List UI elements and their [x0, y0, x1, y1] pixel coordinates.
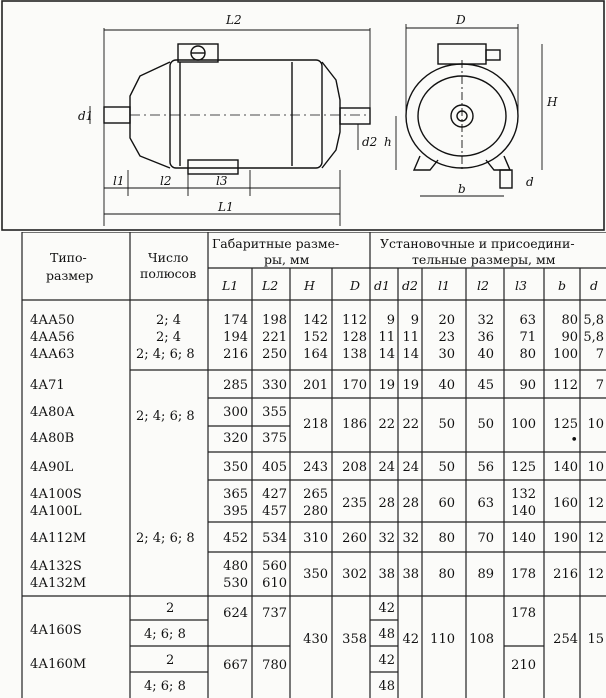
- cell-l1-4A71: 40: [438, 378, 455, 393]
- cell-l2-4A160: 108: [469, 632, 494, 647]
- cell-L2-4A160M: 780: [262, 658, 287, 673]
- label-d: d: [526, 175, 534, 189]
- cell-l3-4A90L: 125: [511, 460, 536, 475]
- cell-L2-4А100L: 457: [262, 504, 287, 519]
- cell-D-4АА56: 128: [342, 330, 367, 345]
- cell-d1-4A80: 22: [378, 417, 395, 432]
- cell-D-4A132: 302: [342, 567, 367, 582]
- cell-d2-4АА50: 9: [410, 313, 419, 328]
- header-overall-2: ры, мм: [264, 252, 310, 267]
- cell-L2-4А132S: 560: [262, 559, 287, 574]
- cell-D-4АА63: 138: [342, 347, 367, 362]
- poles-4A160S-b: 4; 6; 8: [144, 627, 186, 642]
- cell-d1-4A160-3: 48: [378, 679, 395, 694]
- cell-l1-4A112M: 80: [438, 531, 455, 546]
- cell-D-4A80: 186: [342, 417, 367, 432]
- cell-d2-4A112M: 32: [402, 531, 419, 546]
- cell-b-4A160: 254: [553, 632, 578, 647]
- cell-d-4A71: 7: [595, 378, 604, 393]
- cell-d-4A112M: 12: [587, 531, 604, 546]
- poles-4AA56: 2; 4: [156, 330, 182, 345]
- cell-d2-4A160: 42: [402, 632, 419, 647]
- cell-d2-4АА63: 14: [402, 347, 419, 362]
- label-D: D: [456, 13, 466, 27]
- type-4A112M: 4А112М: [30, 531, 87, 546]
- cell-b-4A132: 216: [553, 567, 578, 582]
- type-4A80B: 4А80В: [30, 431, 75, 446]
- cell-L2-4АА56: 221: [262, 330, 287, 345]
- cell-d-4АА56: 5,8: [583, 330, 604, 345]
- type-4A160S: 4А160S: [30, 623, 82, 638]
- cell-L1-4A112M: 452: [223, 531, 248, 546]
- sub-l2: l2: [477, 278, 489, 293]
- type-names: [30, 313, 86, 672]
- cell-b-4A71: 112: [553, 378, 578, 393]
- cell-D-4A90L: 208: [342, 460, 367, 475]
- cell-D-4АА50: 112: [342, 313, 367, 328]
- cell-l2-4A80: 50: [477, 417, 494, 432]
- cell-l3-4A160S: 178: [511, 606, 536, 621]
- cell-l3-4A112M: 140: [511, 531, 536, 546]
- cell-L1-4А100L: 395: [223, 504, 248, 519]
- cell-l1-4A132: 80: [438, 567, 455, 582]
- cell-L1-4A71: 285: [223, 378, 248, 393]
- cell-L2-4A80B: 375: [262, 431, 287, 446]
- cell-L1-4A160S: 624: [223, 606, 248, 621]
- cell-L2-4A90L: 405: [262, 460, 287, 475]
- cell-d2-4A71: 19: [402, 378, 419, 393]
- cell-D-4A160: 358: [342, 632, 367, 647]
- cell-l3-4A71: 90: [519, 378, 536, 393]
- sub-H: H: [304, 278, 315, 293]
- sub-d1: d1: [374, 278, 390, 293]
- cell-L1-4А132М: 530: [223, 576, 248, 591]
- cell-b-4A100: 160: [553, 496, 578, 511]
- header-poles-1: Число: [148, 250, 189, 265]
- cell-b-4A80: 125: [553, 417, 578, 432]
- cell-l2-4A112M: 70: [477, 531, 494, 546]
- type-4AA50: 4АА50: [30, 313, 75, 328]
- label-d2: d2: [362, 135, 378, 149]
- type-4AA63: 4АА63: [30, 347, 75, 362]
- cell-l2-4АА50: 32: [477, 313, 494, 328]
- cell-l2-4A132: 89: [477, 567, 494, 582]
- label-b: b: [458, 182, 466, 196]
- type-4A160M: 4А160М: [30, 657, 87, 672]
- cell-b-4АА56: 90: [561, 330, 578, 345]
- cell-H-4А100L: 280: [303, 504, 328, 519]
- cell-l3-4А100L: 140: [511, 504, 536, 519]
- cell-d-4A160: 15: [587, 632, 604, 647]
- cell-D-4A112M: 260: [342, 531, 367, 546]
- cell-d1-4A132: 38: [378, 567, 395, 582]
- cell-L2-4А100S: 427: [262, 487, 287, 502]
- side-dimension-lines: [90, 28, 370, 226]
- type-4A80A: 4А80А: [30, 405, 75, 420]
- cell-l3-4АА50: 63: [519, 313, 536, 328]
- cell-l1-4АА56: 23: [438, 330, 455, 345]
- cell-H-4A112M: 310: [303, 531, 328, 546]
- cell-H-4A160: 430: [303, 632, 328, 647]
- cell-d1-4A90L: 24: [378, 460, 395, 475]
- cell-d1-4A71: 19: [378, 378, 395, 393]
- cell-L1-4А132S: 480: [223, 559, 248, 574]
- cell-H-4A132: 350: [303, 567, 328, 582]
- type-4A132S: 4А132S: [30, 559, 82, 574]
- poles-4A71-90L: 2; 4; 6; 8: [136, 409, 195, 424]
- cell-H-4A90L: 243: [303, 460, 328, 475]
- sub-L2: L2: [262, 278, 279, 293]
- cell-L2-4А132М: 610: [262, 576, 287, 591]
- motor-drawing: [0, 0, 606, 232]
- cell-H-4A71: 201: [303, 378, 328, 393]
- cell-b-4АА63: 100: [553, 347, 578, 362]
- cell-l1-4A90L: 50: [438, 460, 455, 475]
- cell-d2-4A90L: 24: [402, 460, 419, 475]
- sub-D: D: [350, 278, 361, 293]
- label-L1: L1: [218, 200, 234, 214]
- type-4A132M: 4А132М: [30, 576, 87, 591]
- cell-d1-4АА56: 11: [378, 330, 395, 345]
- poles-4AA63: 2; 4; 6; 8: [136, 347, 195, 362]
- cell-L1-4А100S: 365: [223, 487, 248, 502]
- cell-d1-4A160-1: 48: [378, 627, 395, 642]
- cell-b-4A112M: 190: [553, 531, 578, 546]
- cell-d2-4A80: 22: [402, 417, 419, 432]
- sub-L1: L1: [222, 278, 239, 293]
- type-4A90L: 4А90L: [30, 460, 74, 475]
- cell-d1-4A112M: 32: [378, 531, 395, 546]
- poles-4A160M-a: 2: [166, 653, 175, 668]
- cell-l1-4A100: 60: [438, 496, 455, 511]
- cell-L2-4АА50: 198: [262, 313, 287, 328]
- cell-l3-4АА56: 71: [519, 330, 536, 345]
- cell-H-4А100S: 265: [303, 487, 328, 502]
- cell-L2-4A160S: 737: [262, 606, 287, 621]
- cell-L1-4АА56: 194: [223, 330, 248, 345]
- cell-L1-4АА63: 216: [223, 347, 248, 362]
- cell-d-4АА50: 5,8: [583, 313, 604, 328]
- cell-H-4АА56: 152: [303, 330, 328, 345]
- cell-l1-4A160: 110: [430, 632, 455, 647]
- cell-L2-4A80A: 355: [262, 405, 287, 420]
- header-type-2: размер: [46, 268, 94, 283]
- sub-l3: l3: [515, 278, 527, 293]
- cell-L1-4АА50: 174: [223, 313, 248, 328]
- cell-l3-4A132: 178: [511, 567, 536, 582]
- sub-b: b: [558, 278, 567, 293]
- cell-D-4A71: 170: [342, 378, 367, 393]
- type-4AA56: 4АА56: [30, 330, 75, 345]
- cell-H-4АА50: 142: [303, 313, 328, 328]
- cell-d1-4A160-0: 42: [378, 601, 395, 616]
- cell-d-4A100: 12: [587, 496, 604, 511]
- cell-L2-4A71: 330: [262, 378, 287, 393]
- cell-l1-4АА63: 30: [438, 347, 455, 362]
- cell-d2-4A132: 38: [402, 567, 419, 582]
- cell-b-4A90L: 140: [553, 460, 578, 475]
- cell-d1-4A100: 28: [378, 496, 395, 511]
- type-4A100L: 4А100L: [30, 504, 82, 519]
- label-d1: d1: [78, 109, 94, 123]
- label-l1: l1: [113, 174, 125, 188]
- cell-L1-4A80A: 300: [223, 405, 248, 420]
- cell-H-4A80: 218: [303, 417, 328, 432]
- label-l2: l2: [160, 174, 172, 188]
- cell-l2-4A100: 63: [477, 496, 494, 511]
- cell-d-4A90L: 10: [587, 460, 604, 475]
- header-poles-2: полюсов: [140, 266, 197, 281]
- cell-H-4АА63: 164: [303, 347, 328, 362]
- header-type-1: Типо-: [50, 250, 87, 265]
- cell-l2-4АА56: 36: [477, 330, 494, 345]
- cell-l3-4A160M: 210: [511, 658, 536, 673]
- sub-d: d: [590, 278, 599, 293]
- cell-L1-4A80B: 320: [223, 431, 248, 446]
- cell-l1-4АА50: 20: [438, 313, 455, 328]
- cell-l1-4A80: 50: [438, 417, 455, 432]
- label-H: H: [547, 95, 558, 109]
- poles-4AA50: 2; 4: [156, 313, 182, 328]
- cell-L1-4A160M: 667: [223, 658, 248, 673]
- dimensions-table: [0, 232, 606, 698]
- cell-L1-4A90L: 350: [223, 460, 248, 475]
- sub-d2: d2: [402, 278, 418, 293]
- type-4A100S: 4А100S: [30, 487, 82, 502]
- cell-D-4A100: 235: [342, 496, 367, 511]
- type-4A71: 4А71: [30, 378, 65, 393]
- label-h: h: [384, 135, 392, 149]
- cell-l2-4A71: 45: [477, 378, 494, 393]
- cell-d1-4A160-2: 42: [378, 653, 395, 668]
- cell-d1-4АА63: 14: [378, 347, 395, 362]
- poles-4A100-132: 2; 4; 6; 8: [136, 531, 195, 546]
- poles-4A160S-a: 2: [166, 601, 175, 616]
- cell-d2-4АА56: 11: [402, 330, 419, 345]
- cell-l2-4АА63: 40: [477, 347, 494, 362]
- cell-mark-4A80B: •: [570, 433, 578, 448]
- cell-d2-4A100: 28: [402, 496, 419, 511]
- poles-4A160M-b: 4; 6; 8: [144, 679, 186, 694]
- cell-l3-4A80: 100: [511, 417, 536, 432]
- cell-d-4АА63: 7: [595, 347, 604, 362]
- cell-b-4АА50: 80: [561, 313, 578, 328]
- header-mount-1: Установочные и присоедини-: [380, 236, 575, 251]
- cell-d1-4АА50: 9: [386, 313, 395, 328]
- cell-l3-4А100S: 132: [511, 487, 536, 502]
- cell-d-4A132: 12: [587, 567, 604, 582]
- sub-l1: l1: [438, 278, 450, 293]
- label-l3: l3: [216, 174, 228, 188]
- label-L2: L2: [226, 13, 242, 27]
- motor-side-view: [104, 44, 370, 174]
- header-overall-1: Габаритные разме-: [212, 236, 340, 251]
- cell-l2-4A90L: 56: [477, 460, 494, 475]
- cell-d-4A80: 10: [587, 417, 604, 432]
- cell-L2-4A112M: 534: [262, 531, 287, 546]
- cell-L2-4АА63: 250: [262, 347, 287, 362]
- header-mount-2: тельные размеры, мм: [412, 252, 556, 267]
- cell-l3-4АА63: 80: [519, 347, 536, 362]
